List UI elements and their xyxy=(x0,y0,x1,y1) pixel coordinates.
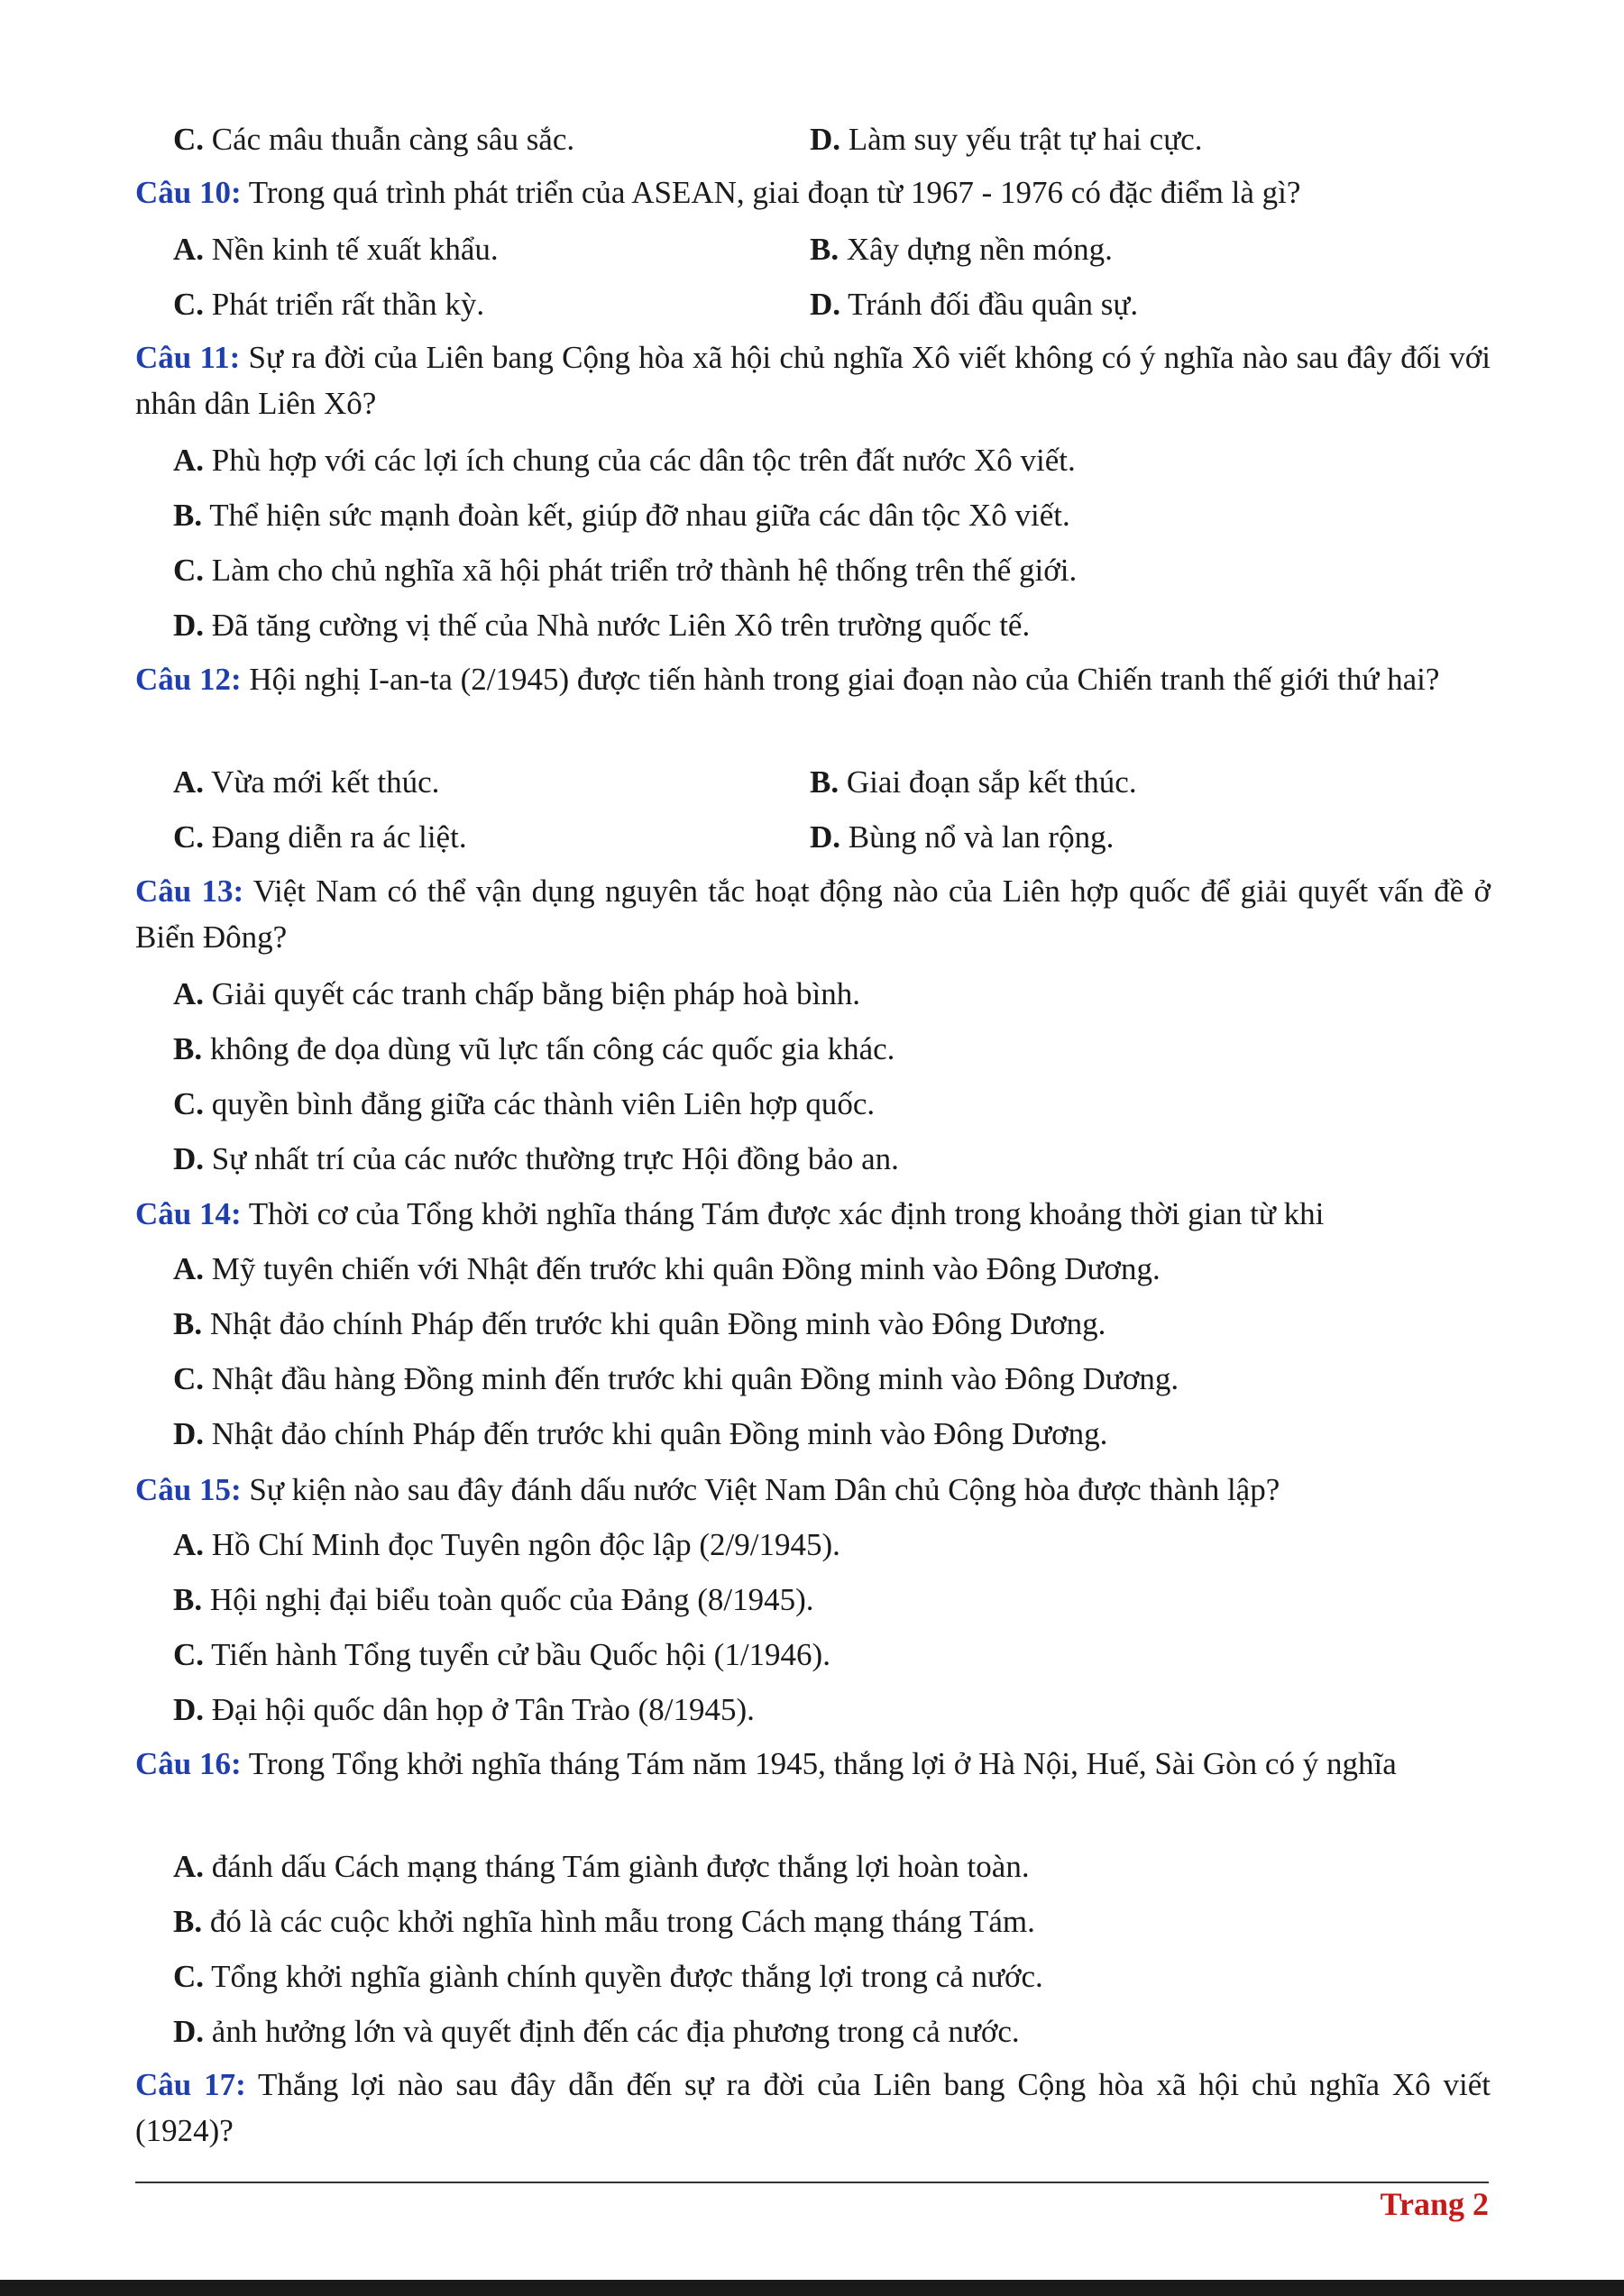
option-label: A. xyxy=(173,976,205,1011)
question-number: Câu 16: xyxy=(135,1746,242,1781)
question-number: Câu 13: xyxy=(135,874,244,909)
option-row xyxy=(0,1296,1106,1351)
option-label: D. xyxy=(173,1416,205,1451)
option-text: Phát triển rất thần kỳ. xyxy=(204,287,485,322)
option-text: Làm cho chủ nghĩa xã hội phát triển trở thành hệ thống trên thế giới. xyxy=(204,553,1078,588)
option-text: đánh dấu Cách mạng tháng Tám giành được thắng lợi hoàn toàn. xyxy=(204,1849,1030,1884)
option-label: C. xyxy=(173,819,205,855)
option-label: A. xyxy=(173,1849,205,1884)
option-text: Giai đoạn sắp kết thúc. xyxy=(839,764,1137,800)
option-text: Phù hợp với các lợi ích chung của các dân tộc trên đất nước Xô viết. xyxy=(204,443,1076,478)
option-row xyxy=(0,222,1113,277)
option-text: Vừa mới kết thúc. xyxy=(204,764,440,800)
option-row xyxy=(0,966,860,1021)
option-text: Giải quyết các tranh chấp bằng biện pháp hoà bình. xyxy=(204,976,860,1011)
option-label: C. xyxy=(173,287,205,322)
question-stem xyxy=(0,656,1624,702)
page-number: Trang 2 xyxy=(1380,2186,1489,2222)
option-text: Tránh đối đầu quân sự. xyxy=(840,287,1139,322)
option-label: A. xyxy=(173,443,205,478)
question-stem xyxy=(0,2062,1624,2154)
question-stem xyxy=(0,1467,1624,1513)
option-label: B. xyxy=(173,1031,203,1066)
option-label: C. xyxy=(173,1637,205,1672)
option-row xyxy=(0,277,1138,332)
option-row xyxy=(0,755,1137,810)
option-row xyxy=(0,1627,830,1682)
option-row xyxy=(0,1076,875,1131)
option-text: Sự nhất trí của các nước thường trực Hội đồng bảo an. xyxy=(204,1141,899,1176)
option-label: A. xyxy=(173,232,205,267)
option-label: D. xyxy=(173,2014,205,2049)
option-text: Bùng nổ và lan rộng. xyxy=(840,819,1115,855)
option-label: D. xyxy=(810,122,841,157)
question-text: Việt Nam có thể vận dụng nguyên tắc hoạt động nào của Liên hợp quốc để giải quyết vấn đề ở Biển Đông? xyxy=(135,874,1491,955)
question-number: Câu 15: xyxy=(135,1472,242,1507)
question-block xyxy=(0,1191,1624,1237)
option-label: C. xyxy=(173,1361,205,1396)
option-row xyxy=(0,1949,1043,2004)
option-label: B. xyxy=(173,498,203,533)
bottom-edge-bar xyxy=(0,2280,1624,2296)
option-label: D. xyxy=(810,819,841,855)
option-row xyxy=(0,1241,1161,1296)
option-text: Hồ Chí Minh đọc Tuyên ngôn độc lập (2/9/1945). xyxy=(204,1527,840,1562)
option xyxy=(810,122,1202,157)
option-label: C. xyxy=(173,1959,205,1994)
question-stem xyxy=(0,1191,1624,1237)
option-text: Thể hiện sức mạnh đoàn kết, giúp đỡ nhau giữa các dân tộc Xô viết. xyxy=(202,498,1070,533)
question-text: Sự kiện nào sau đây đánh dấu nước Việt Nam Dân chủ Cộng hòa được thành lập? xyxy=(241,1472,1280,1507)
question-number: Câu 12: xyxy=(135,662,242,697)
option-row xyxy=(0,543,1077,598)
option xyxy=(810,764,1137,800)
option-text: Hội nghị đại biểu toàn quốc của Đảng (8/1945). xyxy=(202,1582,814,1617)
option-row xyxy=(0,2004,1020,2059)
option-text: quyền bình đẳng giữa các thành viên Liên hợp quốc. xyxy=(204,1086,876,1121)
footer-divider xyxy=(135,2182,1489,2183)
option-row xyxy=(0,1894,1035,1949)
option-text: Xây dựng nền móng. xyxy=(839,232,1113,267)
option xyxy=(173,112,810,167)
question-text: Thời cơ của Tổng khởi nghĩa tháng Tám được xác định trong khoảng thời gian từ khi xyxy=(241,1196,1325,1231)
option-text: không đe dọa dùng vũ lực tấn công các quốc gia khác. xyxy=(202,1031,895,1066)
option xyxy=(173,755,810,810)
option-row xyxy=(0,488,1070,543)
option-row xyxy=(0,1682,755,1737)
option-text: đó là các cuộc khởi nghĩa hình mẫu trong Cách mạng tháng Tám. xyxy=(202,1904,1035,1939)
option-text: Mỹ tuyên chiến với Nhật đến trước khi quân Đồng minh vào Đông Dương. xyxy=(204,1251,1161,1286)
option-row xyxy=(0,1131,899,1186)
option-row xyxy=(0,433,1076,488)
option-row xyxy=(0,112,1202,167)
question-block xyxy=(0,2062,1624,2154)
question-text: Thắng lợi nào sau đây dẫn đến sự ra đời của Liên bang Cộng hòa xã hội chủ nghĩa Xô viết (1924)? xyxy=(135,2067,1491,2148)
question-text: Trong quá trình phát triển của ASEAN, giai đoạn từ 1967 - 1976 có đặc điểm là gì? xyxy=(241,175,1301,210)
question-text: Sự ra đời của Liên bang Cộng hòa xã hội chủ nghĩa Xô viết không có ý nghĩa nào sau đây đối với nhân dân Liên Xô? xyxy=(135,340,1491,421)
option-row xyxy=(0,810,1114,864)
question-stem xyxy=(0,169,1624,215)
question-number: Câu 11: xyxy=(135,340,241,375)
option-label: A. xyxy=(173,1251,205,1286)
question-stem xyxy=(0,334,1624,426)
option-row xyxy=(0,1406,1107,1461)
option-text: Làm suy yếu trật tự hai cực. xyxy=(840,122,1203,157)
option-label: D. xyxy=(173,1692,205,1727)
option-row xyxy=(0,1351,1179,1406)
option xyxy=(173,277,810,332)
option-text: Nền kinh tế xuất khẩu. xyxy=(204,232,499,267)
option-label: C. xyxy=(173,1086,205,1121)
question-block xyxy=(0,169,1624,215)
question-stem xyxy=(0,868,1624,960)
option-label: B. xyxy=(810,764,840,800)
option-row xyxy=(0,1839,1030,1894)
question-block xyxy=(0,656,1624,702)
question-stem xyxy=(0,1741,1624,1787)
question-block xyxy=(0,868,1624,960)
question-number: Câu 14: xyxy=(135,1196,242,1231)
option-row xyxy=(0,1572,814,1627)
option xyxy=(173,810,810,864)
option-text: Đã tăng cường vị thế của Nhà nước Liên Xô trên trường quốc tế. xyxy=(204,608,1031,643)
option-row xyxy=(0,1517,840,1572)
option-label: D. xyxy=(810,287,841,322)
option-text: Nhật đảo chính Pháp đến trước khi quân Đồng minh vào Đông Dương. xyxy=(202,1306,1106,1341)
option xyxy=(810,232,1113,267)
option-label: A. xyxy=(173,1527,205,1562)
option-label: A. xyxy=(173,764,205,800)
option xyxy=(810,819,1114,855)
option-label: C. xyxy=(173,553,205,588)
question-block xyxy=(0,334,1624,426)
option-label: B. xyxy=(810,232,840,267)
option-text: Đang diễn ra ác liệt. xyxy=(204,819,467,855)
option-label: B. xyxy=(173,1582,203,1617)
option xyxy=(810,287,1138,322)
option-row xyxy=(0,598,1030,653)
question-number: Câu 10: xyxy=(135,175,242,210)
option-text: Tiến hành Tổng tuyển cử bầu Quốc hội (1/1946). xyxy=(204,1637,830,1672)
option-label: D. xyxy=(173,608,205,643)
option-text: Nhật đầu hàng Đồng minh đến trước khi quân Đồng minh vào Đông Dương. xyxy=(204,1361,1179,1396)
option-text: Đại hội quốc dân họp ở Tân Trào (8/1945). xyxy=(204,1692,755,1727)
option-text: Nhật đảo chính Pháp đến trước khi quân Đồng minh vào Đông Dương. xyxy=(204,1416,1108,1451)
question-text: Trong Tổng khởi nghĩa tháng Tám năm 1945, thắng lợi ở Hà Nội, Huế, Sài Gòn có ý nghĩa xyxy=(241,1746,1397,1781)
option-text: ảnh hưởng lớn và quyết định đến các địa phương trong cả nước. xyxy=(204,2014,1020,2049)
option-label: B. xyxy=(173,1306,203,1341)
option-row xyxy=(0,1021,895,1076)
question-block xyxy=(0,1741,1624,1787)
option-label: B. xyxy=(173,1904,203,1939)
question-block xyxy=(0,1467,1624,1513)
question-text: Hội nghị I-an-ta (2/1945) được tiến hành trong giai đoạn nào của Chiến tranh thế giới thứ hai? xyxy=(241,662,1440,697)
option-label: C. xyxy=(173,122,205,157)
option-text: Các mâu thuẫn càng sâu sắc. xyxy=(204,122,575,157)
option-text: Tổng khởi nghĩa giành chính quyền được thắng lợi trong cả nước. xyxy=(204,1959,1043,1994)
question-number: Câu 17: xyxy=(135,2067,246,2102)
option xyxy=(173,222,810,277)
option-label: D. xyxy=(173,1141,205,1176)
